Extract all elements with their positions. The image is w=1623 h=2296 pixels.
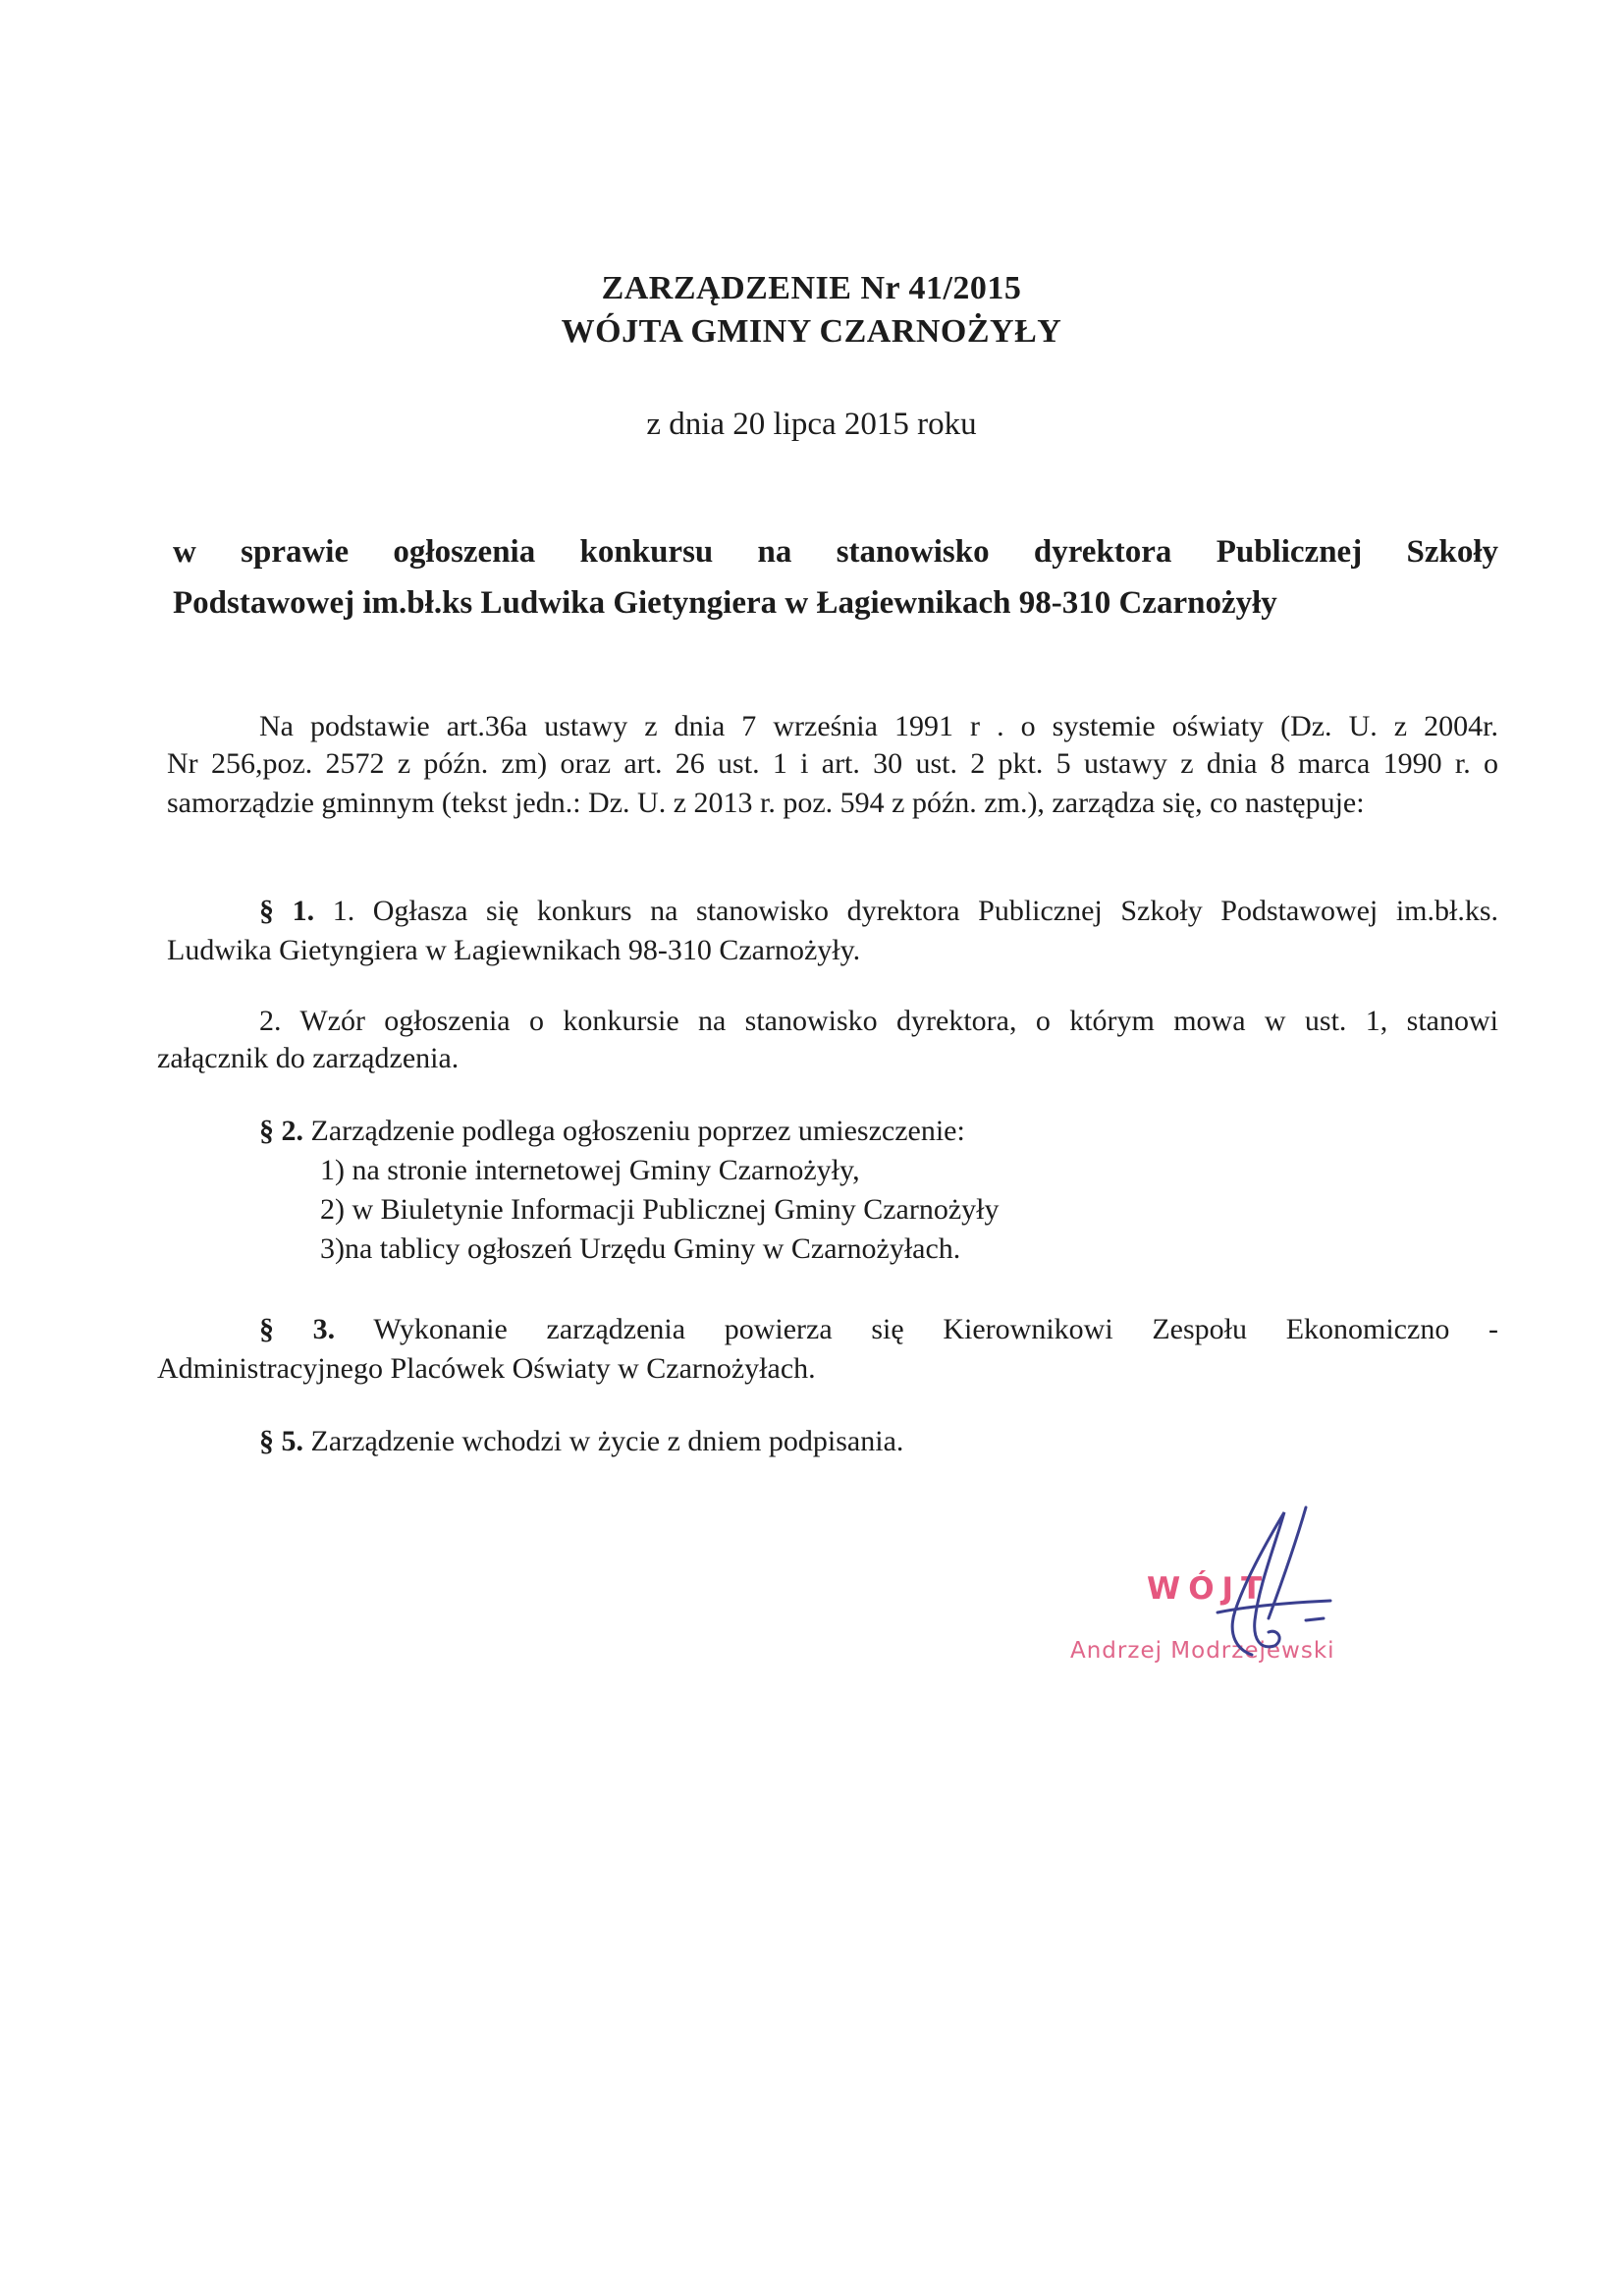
signature-icon — [1159, 1503, 1345, 1669]
section-1-point-1-text: 1. Ogłasza się konkurs na stanowisko dyrektora Publicznej Szkoły Podstawowej im.bł.ks. — [332, 895, 1499, 927]
section-3-text: Wykonanie zarządzenia powierza się Kierownikowi Zespołu Ekonomiczno - — [373, 1313, 1498, 1345]
preamble-line-2: Nr 256,poz. 2572 z późn. zm) oraz art. 26 ust. 1 i art. 30 ust. 2 pkt. 5 ustawy z dnia 8 marca 1990 r. o — [167, 747, 1498, 780]
section-5-text: Zarządzenie wchodzi w życie z dniem podpisania. — [310, 1425, 904, 1457]
subject-line-2: Podstawowej im.bł.ks Ludwika Gietyngiera w Łagiewnikach 98-310 Czarnożyły — [173, 585, 1277, 621]
section-3 — [259, 1312, 1498, 1347]
section-3-mark: § 3. — [259, 1313, 336, 1345]
section-1-point-2-continuation: załącznik do zarządzenia. — [157, 1042, 460, 1074]
section-2-item-1: 1) na stronie internetowej Gminy Czarnożyły, — [320, 1154, 860, 1186]
section-1-point-1-continuation: Ludwika Gietyngiera w Łagiewnikach 98-310 Czarnożyły. — [167, 934, 861, 966]
section-2-mark: § 2. — [259, 1115, 303, 1147]
section-2-item-3: 3)na tablicy ogłoszeń Urzędu Gminy w Czarnożyłach. — [320, 1232, 961, 1265]
section-1-mark: § 1. — [259, 895, 315, 927]
stamp-name: Andrzej Modrzejewski — [1070, 1638, 1335, 1664]
section-5 — [259, 1424, 903, 1459]
document-date: z dnia 20 lipca 2015 roku — [646, 407, 977, 442]
subject-line-1: w sprawie ogłoszenia konkursu na stanowisko dyrektora Publicznej Szkoły — [173, 534, 1498, 570]
preamble-line-3: samorządzie gminnym (tekst jedn.: Dz. U. z 2013 r. poz. 594 z późn. zm.), zarządza się, co następuje: — [167, 787, 1365, 819]
section-3-continuation: Administracyjnego Placówek Oświaty w Czarnożyłach. — [157, 1352, 816, 1385]
section-1-point-2: 2. Wzór ogłoszenia o konkursie na stanowisko dyrektora, o którym mowa w ust. 1, stanowi — [259, 1005, 1498, 1037]
stamp-title: WÓJT — [1147, 1571, 1271, 1607]
section-2-text: Zarządzenie podlega ogłoszeniu poprzez umieszczenie: — [310, 1115, 965, 1147]
section-2-item-2: 2) w Biuletynie Informacji Publicznej Gminy Czarnożyły — [320, 1193, 1000, 1226]
document-authority: WÓJTA GMINY CZARNOŻYŁY — [561, 313, 1062, 350]
preamble-line-1: Na podstawie art.36a ustawy z dnia 7 września 1991 r . o systemie oświaty (Dz. U. z 2004r. — [259, 710, 1498, 742]
document-title: ZARZĄDZENIE Nr 41/2015 — [601, 270, 1022, 306]
section-1-point-1 — [259, 894, 1498, 929]
section-5-mark: § 5. — [259, 1425, 303, 1457]
section-2 — [259, 1114, 965, 1149]
